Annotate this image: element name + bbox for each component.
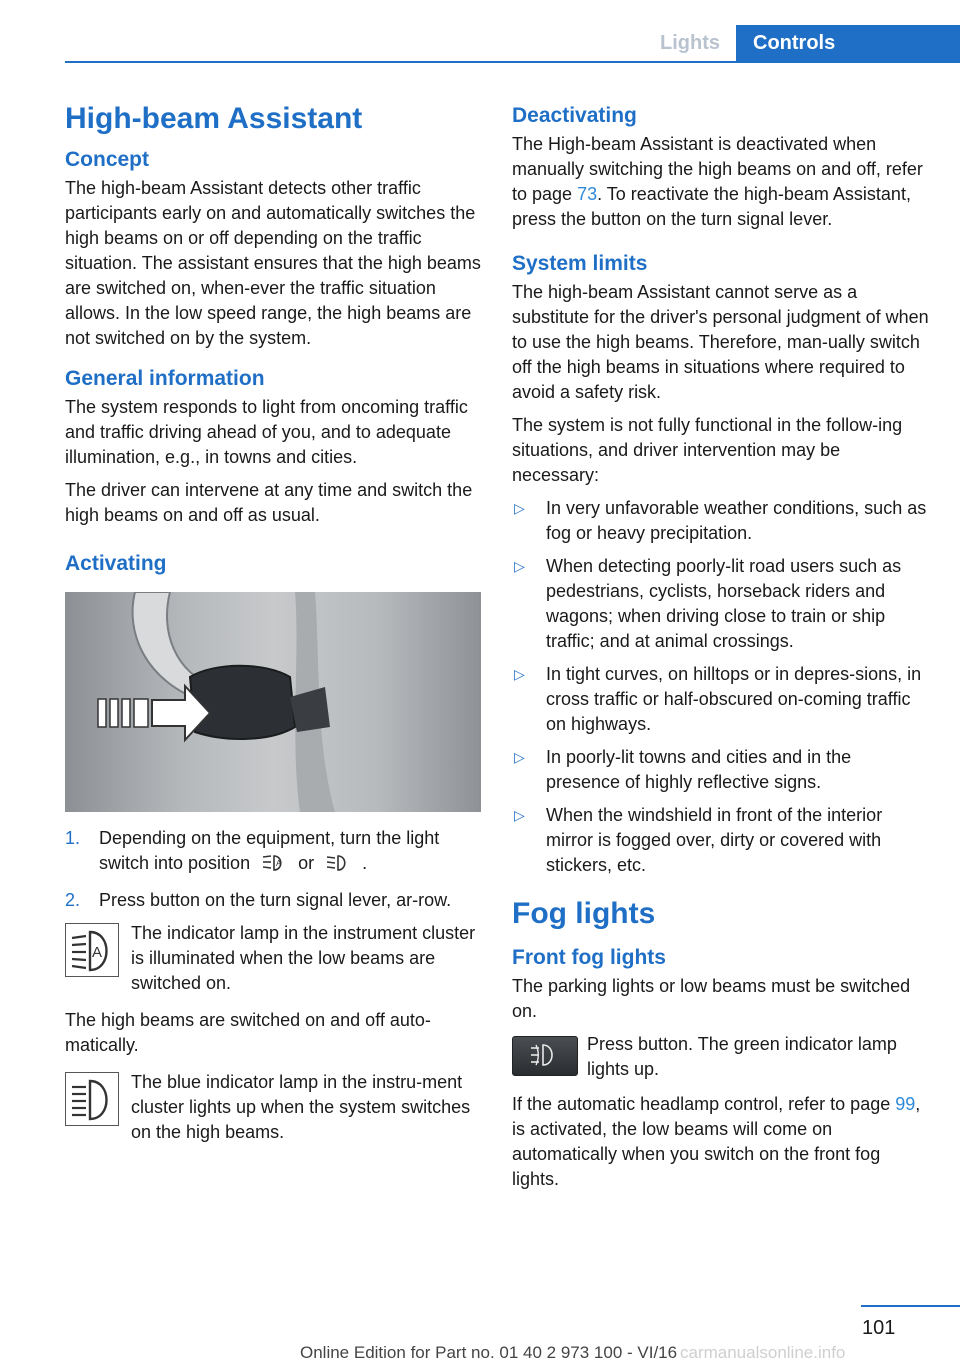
- bullet-triangle-icon: ▷: [514, 558, 525, 574]
- fog-lights-title: Fog lights: [512, 897, 656, 930]
- page-number: 101: [862, 1317, 896, 1339]
- header-rule: [65, 61, 960, 63]
- list-item-text: When the windshield in front of the interior mirror is fogged over, dirty or covered with stickers, etc.: [546, 805, 883, 875]
- step-text: Press button on the turn signal lever, ar-row.: [99, 890, 452, 910]
- watermark: carmanualsonline.info: [680, 1343, 846, 1362]
- activation-steps: [65, 826, 481, 913]
- deactivating-heading: Deactivating: [512, 104, 637, 127]
- tab-controls[interactable]: Controls: [736, 25, 960, 61]
- high-beam-indicator-note: [65, 1070, 481, 1145]
- list-item: [512, 662, 930, 737]
- left-column: [65, 100, 481, 1157]
- system-limits-heading: System limits: [512, 252, 648, 275]
- bullet-triangle-icon: ▷: [514, 500, 525, 516]
- high-beam-indicator-text: The blue indicator lamp in the instru-ment cluster lights up when the system switches on the high beams.: [131, 1072, 471, 1142]
- auto-headlamp-text: [512, 1092, 930, 1192]
- front-fog-text: The parking lights or low beams must be switched on.: [512, 976, 911, 1021]
- edition-text: Online Edition for Part no. 01 40 2 973 100 - VI/16: [300, 1343, 678, 1362]
- step-1: [65, 826, 481, 880]
- step-number: 1.: [65, 828, 81, 848]
- high-beam-indicator-icon: [65, 1072, 119, 1126]
- svg-text:A: A: [276, 859, 282, 868]
- page-title: High-beam Assistant: [65, 102, 363, 135]
- auto-headlamp-text-part: If the automatic headlamp control, refer to page: [512, 1094, 891, 1114]
- lever-illustration: [65, 592, 481, 812]
- step-text-end: .: [362, 853, 368, 873]
- deactivating-text-part: . To reactivate the high-beam Assistant, press the button on the turn signal lever.: [512, 184, 911, 229]
- list-item-text: When detecting poorly-lit road users such as pedestrians, cyclists, horseback riders and wagons; when driving close to train or ship traffic; and at animal crossings.: [546, 556, 902, 651]
- concept-text: The high-beam Assistant detects other traffic participants early on and automatically switches the high beams on or off depending on the traffic situation. The assistant ensures that the high beams are switched on, when-ever the traffic situation allows. In the low speed range, the high beams are not switched on by the system.: [65, 178, 481, 348]
- bullet-triangle-icon: ▷: [514, 666, 525, 682]
- page-header: [0, 0, 960, 62]
- step-text-or: or: [298, 853, 315, 873]
- auto-light-icon: [261, 853, 287, 880]
- page-link-73[interactable]: 73: [577, 184, 598, 204]
- right-column: [512, 102, 930, 1200]
- fog-button-text: Press button. The green indicator lamp lights up.: [587, 1034, 897, 1079]
- list-item: [512, 496, 930, 546]
- list-item-text: In poorly-lit towns and cities and in the presence of highly reflective signs.: [546, 747, 852, 792]
- low-beam-icon: [325, 853, 351, 880]
- activating-heading: Activating: [65, 552, 167, 575]
- general-info-heading: General information: [65, 367, 265, 390]
- front-fog-heading: Front fog lights: [512, 946, 666, 969]
- bullet-triangle-icon: ▷: [514, 749, 525, 765]
- footer-rule: [861, 1305, 960, 1307]
- front-fog-light-button-icon: [512, 1036, 578, 1076]
- auto-switch-text: The high beams are switched on and off auto-matically.: [65, 1010, 431, 1055]
- page-link-99[interactable]: 99: [895, 1094, 916, 1114]
- general-info-text-2: The driver can intervene at any time and switch the high beams on and off as usual.: [65, 480, 473, 525]
- bullet-triangle-icon: ▷: [514, 807, 525, 823]
- step-text: Depending on the equipment, turn the light switch into position: [99, 828, 440, 873]
- list-item-text: In very unfavorable weather conditions, such as fog or heavy precipitation.: [546, 498, 927, 543]
- fog-button-note: [512, 1032, 930, 1082]
- auto-headlamp-text-part: , is activated, the low beams will come on automatically when you switch on the front fog lights.: [512, 1094, 921, 1189]
- list-item: [512, 554, 930, 654]
- list-item: [512, 745, 930, 795]
- system-limits-text-1: The high-beam Assistant cannot serve as a substitute for the driver's personal judgment of when to use the high beams. Therefore, man-ually switch off the high beams in situations where required to avoid a safety risk.: [512, 282, 929, 402]
- system-limits-list: [512, 496, 930, 878]
- concept-heading: Concept: [65, 148, 149, 171]
- deactivating-text-part: The High-beam Assistant is deactivated when manually switching the high beams on and off, refer to page: [512, 134, 923, 204]
- tab-lights[interactable]: Lights: [660, 32, 720, 54]
- high-beam-assistant-indicator-icon: [65, 923, 119, 977]
- step-number: 2.: [65, 890, 81, 910]
- low-beam-indicator-text: The indicator lamp in the instrument cluster is illuminated when the low beams are switched on.: [131, 923, 476, 993]
- general-info-text-1: The system responds to light from oncoming traffic and traffic driving ahead of you, and to adequate illumination, e.g., in towns and cities.: [65, 397, 468, 467]
- list-item-text: In tight curves, on hilltops or in depres-sions, in cross traffic or half-obscured on-coming traffic on highways.: [546, 664, 922, 734]
- list-item: [512, 803, 930, 878]
- step-2: [65, 888, 481, 913]
- svg-text:A: A: [92, 944, 103, 961]
- system-limits-text-2: The system is not fully functional in the follow-ing situations, and driver intervention may be necessary:: [512, 415, 903, 485]
- deactivating-text: [512, 132, 930, 232]
- low-beam-indicator-note: [65, 921, 481, 996]
- turn-signal-lever-photo: [65, 592, 481, 812]
